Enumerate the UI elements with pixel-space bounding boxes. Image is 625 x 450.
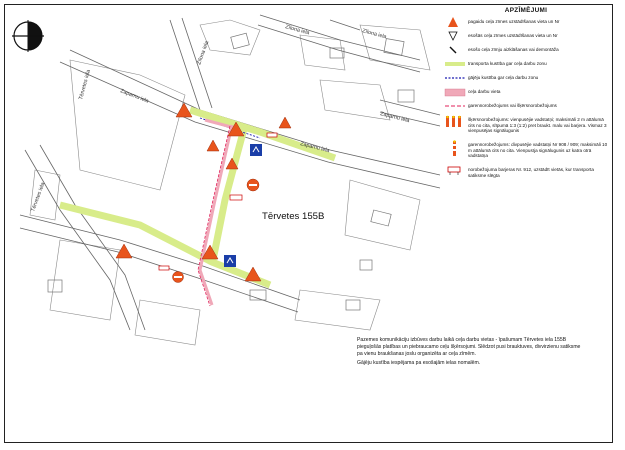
site-label: Tērvetes 155B bbox=[262, 211, 325, 222]
legend-item-existing-sign: esošās ceļa zīmes uzstādīšanas vieta un Nr bbox=[442, 31, 610, 42]
legend-item-fence: garennorobežojums vai šķērsnorobežojums bbox=[442, 101, 610, 112]
street-label-zilona-1: Zīlona iela bbox=[196, 40, 211, 66]
legend-item-work-site: ceļa darbu vieta bbox=[442, 87, 610, 98]
warning-sign-icon bbox=[116, 244, 132, 258]
barrier-912-icon bbox=[444, 165, 466, 176]
no-entry-sign-icon bbox=[173, 272, 184, 283]
covered-sign-icon bbox=[444, 45, 466, 56]
temp-sign-icon bbox=[444, 17, 466, 28]
street-label-zilona-3: Zīlona iela bbox=[361, 28, 388, 41]
warning-sign-icon bbox=[207, 140, 219, 151]
existing-sign-icon bbox=[444, 31, 466, 42]
north-arrow-icon bbox=[12, 20, 44, 52]
notes-paragraph-1: Pazemes komunikāciju izbūves darbu laikā ceļa darbu vietas - īpašumam Tērvetes iela 155B pieguļošās platības un piebraucamo ceļu šķērsojumi. Slēdzot pusi brauktuves, divvirzienu satiksme pa vienu braukšanas joslu organizēta ar ceļa zīmēm. bbox=[357, 337, 581, 357]
legend-item-pedestrian: gājēju kustība gar ceļa darbu zonu bbox=[442, 73, 610, 84]
legend bbox=[442, 6, 610, 181]
street-label-tervetes-1: Tērvetes iela bbox=[78, 69, 92, 101]
legend-item-transport-zone: transporta kustība gar ceļa darbu zonu bbox=[442, 59, 610, 70]
fence-line-icon bbox=[444, 101, 466, 112]
pedestrian-route-icon bbox=[444, 73, 466, 84]
legend-item-barrier-912: norobežojuma barjeras Nr. 912, uzstādīt vietās, kur transporta satiksme slēgta bbox=[442, 165, 610, 178]
street-label-tervetes-2: Tērvetes iela bbox=[30, 181, 47, 213]
transport-zone-icon bbox=[444, 59, 466, 70]
legend-item-covered-sign: esošo ceļa zīmju aizklāšanas vai demontāža bbox=[442, 45, 610, 56]
transport-zone bbox=[60, 110, 335, 285]
warning-sign-icon bbox=[279, 117, 291, 128]
work-site-icon bbox=[444, 87, 466, 98]
no-entry-sign-icon bbox=[247, 179, 259, 191]
notes-paragraph-2: Gājēju kustība iespējama pa esošajām ielas nomalēm. bbox=[357, 360, 481, 366]
street-label-zaparnu-3: Zaparnu iela bbox=[379, 111, 411, 125]
cross-barrier-icon bbox=[444, 115, 466, 129]
legend-title: APZĪMĒJUMI bbox=[504, 7, 548, 14]
street-label-zaparnu-1: Zaparnu iela bbox=[119, 88, 150, 105]
long-barrier-icon bbox=[444, 140, 466, 158]
street-label-zaparnu-2: Zaparnu iela bbox=[299, 141, 331, 155]
legend-item-long-barrier: garennorobežojums: divpusējie vadstatņi Nr 908 / 909; maksimāli 10 m attālumā cits no cita. Vienpusīja signālugunis uz katra otrā vadstatņa bbox=[442, 140, 610, 162]
street-label-zilona-2: Zīlona iela bbox=[284, 24, 311, 37]
legend-item-temp-sign: pagaidu ceļa zīmes uzstādīšanas vieta un Nr bbox=[442, 17, 610, 28]
legend-item-cross-barrier: šķērsnorobežojums: vienpusējie vadstatņi; maksimāli 2 m attālumā cits no cita, slīpumā 1:3 (1:2) pret braukt. malu vai barjera. Vismaz 3 vienpusējas signālugunis bbox=[442, 115, 610, 137]
notes bbox=[357, 337, 587, 369]
info-sign-icon bbox=[250, 144, 262, 156]
info-sign-icon bbox=[224, 255, 236, 267]
